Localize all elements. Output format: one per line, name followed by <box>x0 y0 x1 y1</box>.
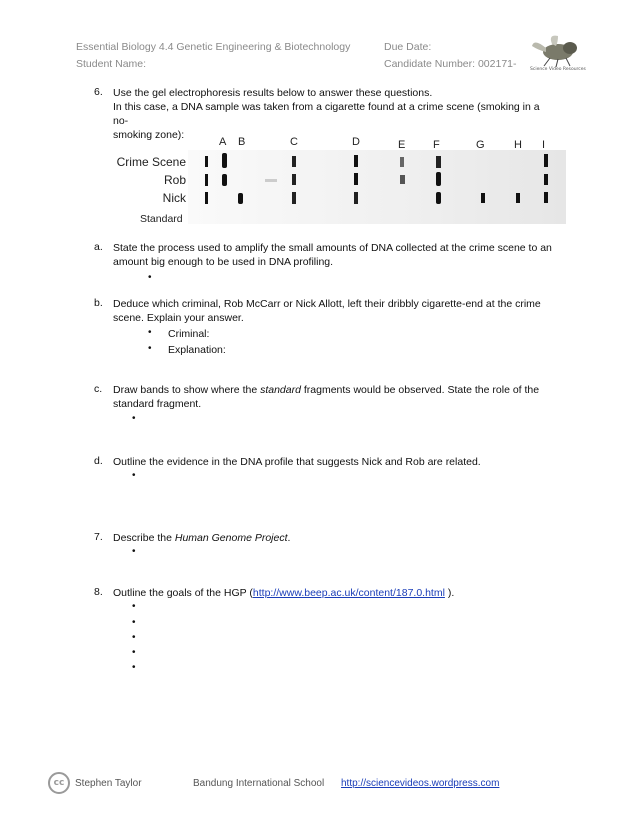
row-label-nick: Nick <box>162 191 186 205</box>
q6-line3: smoking zone): <box>113 129 185 141</box>
qa-bullet: • <box>148 272 152 283</box>
qa-line1: State the process used to amplify the small amounts of DNA collected at the crime scene to an <box>113 242 552 254</box>
gel-electrophoresis-figure <box>110 134 570 230</box>
q8-pre: Outline the goals of the HGP ( <box>113 587 253 599</box>
cc-text: cc <box>53 778 65 788</box>
band-rob-4 <box>292 174 296 185</box>
footer-school: Bandung International School <box>193 778 325 789</box>
q8-post: ). <box>444 587 455 599</box>
row-label-crime-scene: Crime Scene <box>116 155 186 169</box>
candidate-number-label: Candidate Number: 002171- <box>384 58 517 70</box>
qb-criminal-label: Criminal: <box>168 328 210 340</box>
qc-line2: standard fragment. <box>113 398 202 410</box>
q6-number: 6. <box>94 86 103 98</box>
band-crime-scene-3 <box>292 156 296 167</box>
logo-caption: Science Video Resources <box>530 67 586 72</box>
qd-bullet: • <box>132 470 136 481</box>
qa-letter: a. <box>94 241 103 253</box>
science-video-logo <box>528 34 590 76</box>
lane-label-h: H <box>514 139 522 151</box>
qb-text <box>113 297 563 325</box>
q7-em: Human Genome Project <box>174 532 288 544</box>
student-name-label: Student Name: <box>76 58 147 70</box>
qb-bullet-2: • <box>148 343 152 354</box>
lane-label-f: F <box>433 139 440 151</box>
q7-text <box>113 531 563 545</box>
band-nick-8 <box>544 192 548 203</box>
band-crime-scene-6 <box>436 156 441 168</box>
band-crime-scene-2 <box>222 153 227 168</box>
qb-bullet-1: • <box>148 327 152 338</box>
band-nick-3 <box>292 192 296 204</box>
qb-explanation-label: Explanation: <box>168 344 226 356</box>
qb-letter: b. <box>94 297 103 309</box>
qd-letter: d. <box>94 455 103 467</box>
qc-line1 <box>113 383 563 397</box>
qa-line2: amount big enough to be used in DNA profiling. <box>113 256 334 268</box>
row-label-rob: Rob <box>163 173 186 187</box>
band-nick-5 <box>436 192 441 204</box>
due-date-label: Due Date: <box>384 41 432 53</box>
q7-bullet: • <box>132 546 136 557</box>
lane-label-c: C <box>290 136 298 148</box>
band-rob-3 <box>265 179 277 182</box>
q7-post: . <box>287 532 291 544</box>
lane-label-b: B <box>238 136 246 148</box>
q8-bullet-3: • <box>132 632 136 643</box>
band-rob-1 <box>205 174 208 186</box>
band-rob-5 <box>354 173 358 185</box>
q6-line2: In this case, a DNA sample was taken from a cigarette found at a crime scene (smoking in a no- <box>113 101 540 127</box>
gel-bands <box>110 134 570 230</box>
hgp-link[interactable]: http://www.beep.ac.uk/content/187.0.html <box>252 587 445 599</box>
creative-commons-icon <box>48 772 70 794</box>
band-nick-7 <box>516 193 520 203</box>
footer-author: Stephen Taylor <box>75 778 142 789</box>
qb-line2: scene. Explain your answer. <box>113 312 244 324</box>
q8-text <box>113 586 563 600</box>
q7-pre: Describe the <box>113 532 175 544</box>
band-nick-6 <box>481 193 485 203</box>
lane-label-g: G <box>476 139 485 151</box>
band-crime-scene-4 <box>354 155 358 167</box>
q8-bullet-2: • <box>132 617 136 628</box>
band-rob-8 <box>544 174 548 185</box>
q8-bullet-4: • <box>132 647 136 658</box>
qc-pre: Draw bands to show where the <box>113 384 261 396</box>
qb-line1: Deduce which criminal, Rob McCarr or Nick Allott, left their dribbly cigarette-end at the crime <box>113 298 541 310</box>
course-title: Essential Biology 4.4 Genetic Engineering & Biotechnology <box>76 41 351 53</box>
qc-bullet: • <box>132 413 136 424</box>
q8-number: 8. <box>94 586 103 598</box>
qc-post: fragments would be observed. State the role of the <box>300 384 540 396</box>
band-rob-2 <box>222 174 227 186</box>
band-nick-1 <box>205 192 208 204</box>
band-rob-6 <box>400 175 405 184</box>
band-rob-7 <box>436 172 441 186</box>
lane-label-a: A <box>219 136 227 148</box>
footer-url-link[interactable]: http://sciencevideos.wordpress.com <box>341 778 500 789</box>
qc-letter: c. <box>94 383 103 395</box>
band-crime-scene-1 <box>205 156 208 167</box>
q8-bullet-1: • <box>132 601 136 612</box>
q6-line1: Use the gel electrophoresis results below to answer these questions. <box>113 87 433 99</box>
lane-label-d: D <box>352 136 360 148</box>
lane-label-i: I <box>542 139 546 151</box>
band-nick-4 <box>354 192 358 204</box>
band-crime-scene-5 <box>400 157 404 167</box>
qd-line1: Outline the evidence in the DNA profile that suggests Nick and Rob are related. <box>113 456 481 468</box>
q7-number: 7. <box>94 531 103 543</box>
band-nick-2 <box>238 193 243 204</box>
band-crime-scene-7 <box>544 154 548 167</box>
row-label-standard: Standard <box>140 213 183 225</box>
lane-label-e: E <box>398 139 406 151</box>
q8-bullet-5: • <box>132 662 136 673</box>
qa-text <box>113 241 563 269</box>
qc-em: standard <box>260 384 301 396</box>
qc-text <box>113 383 563 411</box>
